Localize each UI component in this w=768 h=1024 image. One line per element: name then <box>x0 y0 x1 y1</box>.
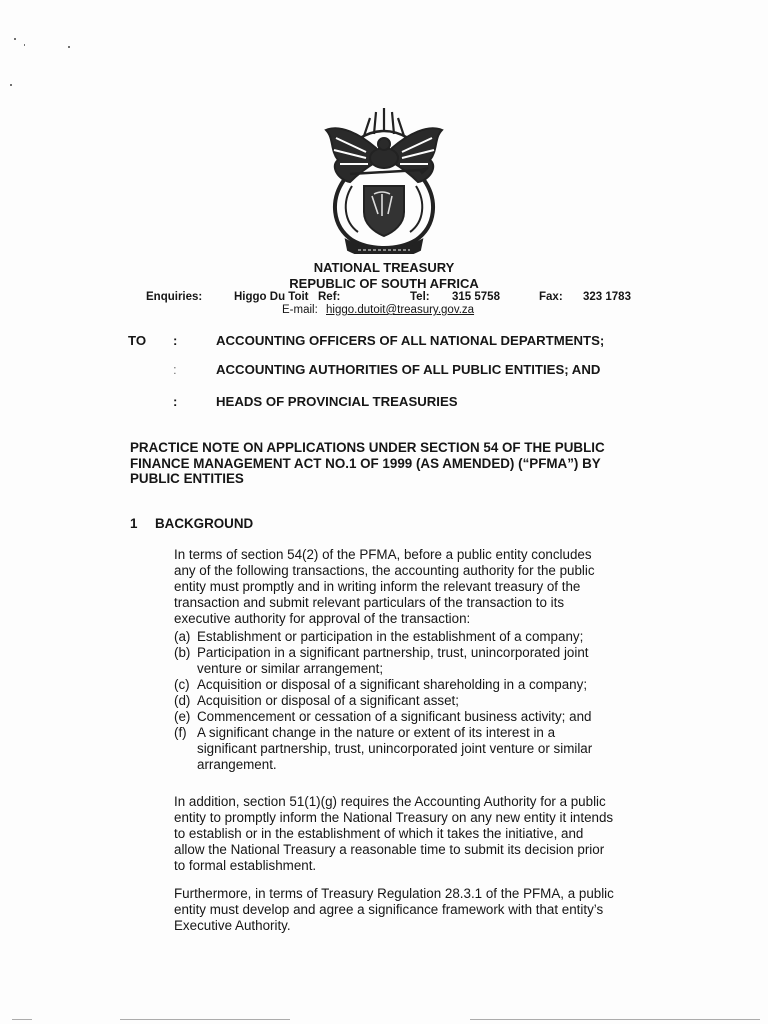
scan-edge-line <box>470 1019 760 1020</box>
scan-speck <box>10 84 12 86</box>
to-separator: : <box>173 333 178 348</box>
recipient-line: HEADS OF PROVINCIAL TREASURIES <box>216 394 458 409</box>
org-name-line-2: REPUBLIC OF SOUTH AFRICA <box>289 276 479 291</box>
list-item <box>174 629 658 645</box>
paragraph-line: Executive Authority. <box>174 918 291 933</box>
list-item-text: significant partnership, trust, unincorporated joint venture or similar <box>197 741 593 756</box>
intro-paragraph <box>174 547 654 627</box>
scan-speck <box>68 46 70 48</box>
scan-speck <box>14 38 16 40</box>
list-marker: (b) <box>174 645 191 660</box>
to-separator: : <box>173 394 178 409</box>
enquiries-name: Higgo Du Toit <box>234 291 309 303</box>
list-item-text: Acquisition or disposal of a significant shareholding in a company; <box>197 677 588 692</box>
list-item-text: Participation in a significant partnership, trust, unincorporated joint <box>197 645 589 660</box>
enquiries-label: Enquiries: <box>146 291 203 303</box>
list-marker: (d) <box>174 693 191 708</box>
coat-of-arms-seal <box>316 104 452 254</box>
list-marker: (a) <box>174 629 191 644</box>
list-item-text: Acquisition or disposal of a significant asset; <box>197 693 460 708</box>
ref-label: Ref: <box>318 291 341 303</box>
scan-edge-line <box>12 1019 32 1020</box>
list-item <box>174 693 658 709</box>
paragraph-line: allow the National Treasury a reasonable time to submit its decision prior <box>174 842 605 857</box>
list-item-text: Establishment or participation in the establishment of a company; <box>197 629 584 644</box>
paragraph-line: any of the following transactions, the accounting authority for the public <box>174 563 595 578</box>
document-title-line: FINANCE MANAGEMENT ACT NO.1 OF 1999 (AS AMENDED) (“PFMA”) BY <box>130 456 601 471</box>
paragraph-line: entity must develop and agree a significance framework with that entity’s <box>174 902 604 917</box>
section-number: 1 <box>130 516 138 531</box>
list-item <box>174 645 658 677</box>
list-item <box>174 725 658 773</box>
list-item-text: A significant change in the nature or extent of its interest in a <box>197 725 556 740</box>
paragraph-line: Furthermore, in terms of Treasury Regulation 28.3.1 of the PFMA, a public <box>174 886 614 901</box>
email-link[interactable]: higgo.dutoit@treasury.gov.za <box>326 304 475 316</box>
list-item-text: Commencement or cessation of a significant business activity; and <box>197 709 592 724</box>
tel-value: 315 5758 <box>452 291 500 303</box>
paragraph-line: In addition, section 51(1)(g) requires the Accounting Authority for a public <box>174 794 606 809</box>
recipient-line: ACCOUNTING AUTHORITIES OF ALL PUBLIC ENTITIES; AND <box>216 362 601 377</box>
list-marker: (e) <box>174 709 191 724</box>
furthermore-paragraph <box>174 886 654 934</box>
paragraph-line: to establish or in the establishment of which it takes the initiative, and <box>174 826 584 841</box>
list-item-text: arrangement. <box>197 757 277 772</box>
email-label: E-mail: <box>282 304 318 316</box>
fax-value: 323 1783 <box>583 291 631 303</box>
paragraph-line: entity must promptly and in writing inform the relevant treasury of the <box>174 579 581 594</box>
to-separator: : <box>173 362 177 377</box>
paragraph-line: entity to promptly inform the National Treasury on any new entity it intends <box>174 810 614 825</box>
org-name-line-1: NATIONAL TREASURY <box>313 260 455 275</box>
transaction-list <box>174 629 658 773</box>
scan-speck <box>24 44 25 46</box>
paragraph-line: transaction and submit relevant particulars of the transaction to its <box>174 595 565 610</box>
list-item-text: venture or similar arrangement; <box>197 661 384 676</box>
paragraph-line: to formal establishment. <box>174 858 317 873</box>
paragraph-line: In terms of section 54(2) of the PFMA, before a public entity concludes <box>174 547 592 562</box>
paragraph-line: executive authority for approval of the transaction: <box>174 611 471 626</box>
document-title-line: PUBLIC ENTITIES <box>130 471 244 486</box>
to-label: TO <box>128 333 147 348</box>
tel-label: Tel: <box>410 291 430 303</box>
list-marker: (f) <box>174 725 187 740</box>
addition-paragraph <box>174 794 654 874</box>
scan-edge-line <box>120 1019 290 1020</box>
fax-label: Fax: <box>539 291 563 303</box>
list-marker: (c) <box>174 677 190 692</box>
list-item <box>174 677 658 693</box>
document-title-line: PRACTICE NOTE ON APPLICATIONS UNDER SECTION 54 OF THE PUBLIC <box>130 440 605 455</box>
recipient-line: ACCOUNTING OFFICERS OF ALL NATIONAL DEPARTMENTS; <box>216 333 605 348</box>
section-heading: BACKGROUND <box>155 516 254 531</box>
list-item <box>174 709 658 725</box>
